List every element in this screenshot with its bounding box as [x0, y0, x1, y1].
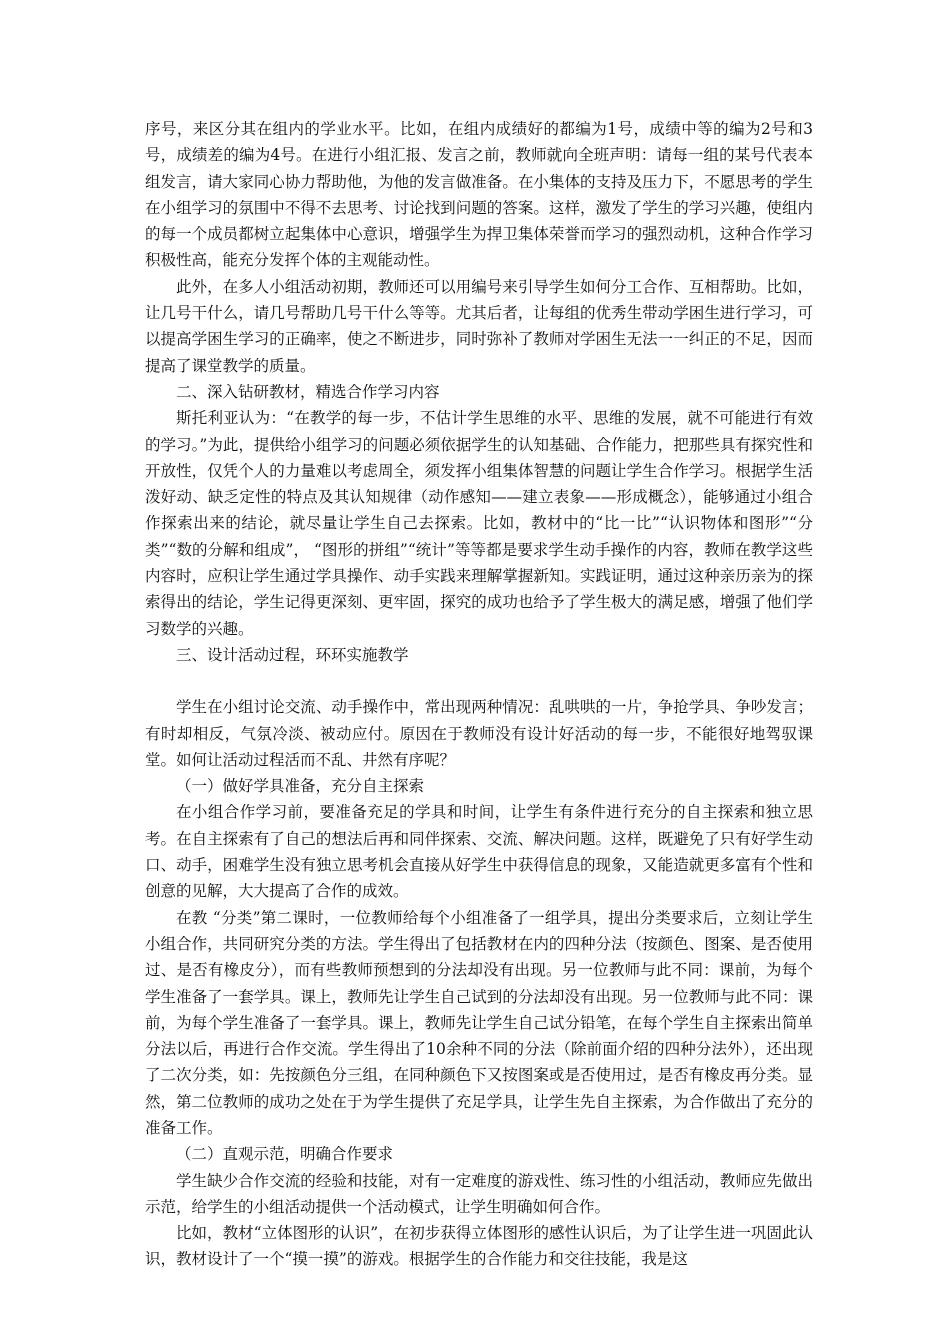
- paragraph: 此外，在多人小组活动初期，教师还可以用编号来引导学生如何分工合作、互相帮助。比如，让几号干什么，请几号帮助几号干什么等等。尤其后者，让每组的优秀生带动学困生进行学习，可以提高学困生学习的正确率，使之不断进步，同时弥补了教师对学困生无法一一纠正的不足，因而提高了课堂教学的质量。: [145, 277, 813, 375]
- paragraph: 在小组合作学习前，要准备充足的学具和时间，让学生有条件进行充分的自主探索和独立思考。在自主探索有了自己的想法后再和同伴探索、交流、解决问题。这样，既避免了只有好学生动口、动手，困难学生没有独立思考机会直接从好学生中获得信息的现象，又能造就更多富有个性和创意的见解，大大提高了合作的成效。: [145, 803, 813, 901]
- section-heading: 三、设计活动过程，环环实施教学: [176, 645, 409, 664]
- paragraph: 比如，教材“立体图形的认识”，在初步获得立体图形的感性认识后，为了让学生进一巩固此认识，教材设计了一个“摸一摸”的游戏。根据学生的合作能力和交往技能，我是这: [145, 1224, 813, 1269]
- subsection-heading: （一）做好学具准备，充分自主探索: [176, 777, 425, 796]
- section-heading: 二、深入钻研教材，精选合作学习内容: [176, 382, 440, 401]
- subsection-heading: （二）直观示范，明确合作要求: [176, 1145, 394, 1164]
- document-body: [145, 116, 813, 1273]
- paragraph-continuation: 序号，来区分其在组内的学业水平。比如，在组内成绩好的都编为1号，成绩中等的编为2号和3号，成绩差的编为4号。在进行小组汇报、发言之前，教师就向全班声明：请每一组的某号代表本组发言，请大家同心协力帮助他，为他的发言做准备。在小集体的支持及压力下，不愿思考的学生在小组学习的氛围中不得不去思考、讨论找到问题的答案。这样，激发了学生的学习兴趣，使组内的每一个成员都树立起集体中心意识，增强学生为捍卫集体荣誉而学习的强烈动机，这种合作学习积极性高，能充分发挥个体的主观能动性。: [145, 120, 813, 270]
- paragraph: 学生缺少合作交流的经验和技能，对有一定难度的游戏性、练习性的小组活动，教师应先做出示范，给学生的小组活动提供一个活动模式，让学生明确如何合作。: [145, 1171, 813, 1216]
- paragraph: 在教 “分类”第二课时，一位教师给每个小组准备了一组学具，提出分类要求后，立刻让学生小组合作，共同研究分类的方法。学生得出了包括教材在内的四种分法（按颜色、图案、是否使用过、是否有橡皮分），而有些教师预想到的分法却没有出现。另一位教师与此不同：课前，为每个学生准备了一套学具。课上，教师先让学生自己试到的分法却没有出现。另一位教师与此不同：课前，为每个学生准备了一套学具。课上，教师先让学生自己试分铅笔，在每个学生自主探索出简单分法以后，再进行合作交流。学生得出了10余种不同的分法（除前面介绍的四种分法外），还出现了二次分类，如：先按颜色分三组，在同种颜色下又按图案或是否使用过，是否有橡皮再分类。显然，第二位教师的成功之处在于为学生提供了充足学具，让学生先自主探索，为合作做出了充分的准备工作。: [145, 908, 813, 1137]
- paragraph: 斯托利亚认为：“在教学的每一步，不估计学生思维的水平、思维的发展，就不可能进行有效的学习。”为此，提供给小组学习的问题必须依据学生的认知基础、合作能力，把那些具有探究性和开放性，仅凭个人的力量难以考虑周全，须发挥小组集体智慧的问题让学生合作学习。根据学生活泼好动、缺乏定性的特点及其认知规律（动作感知——建立表象——形成概念），能够通过小组合作探索出来的结论，就尽量让学生自己去探索。比如，教材中的“比一比”“认识物体和图形”“分类”“数的分解和组成”， “图形的拼组”“统计”等等都是要求学生动手操作的内容，教师在教学这些内容时，应积让学生通过学具操作、动手实践来理解掌握新知。实践证明，通过这种亲历亲为的探索得出的结论，学生记得更深刻、更牢固，探究的成功也给予了学生极大的满足感，增强了他们学习数学的兴趣。: [145, 409, 813, 638]
- paragraph: 学生在小组讨论交流、动手操作中，常出现两种情况：乱哄哄的一片，争抢学具、争吵发言；有时却相反，气氛冷淡、被动应付。原因在于教师没有设计好活动的每一步，不能很好地驾驭课堂。如何让活动过程活而不乱、井然有序呢？: [145, 698, 813, 769]
